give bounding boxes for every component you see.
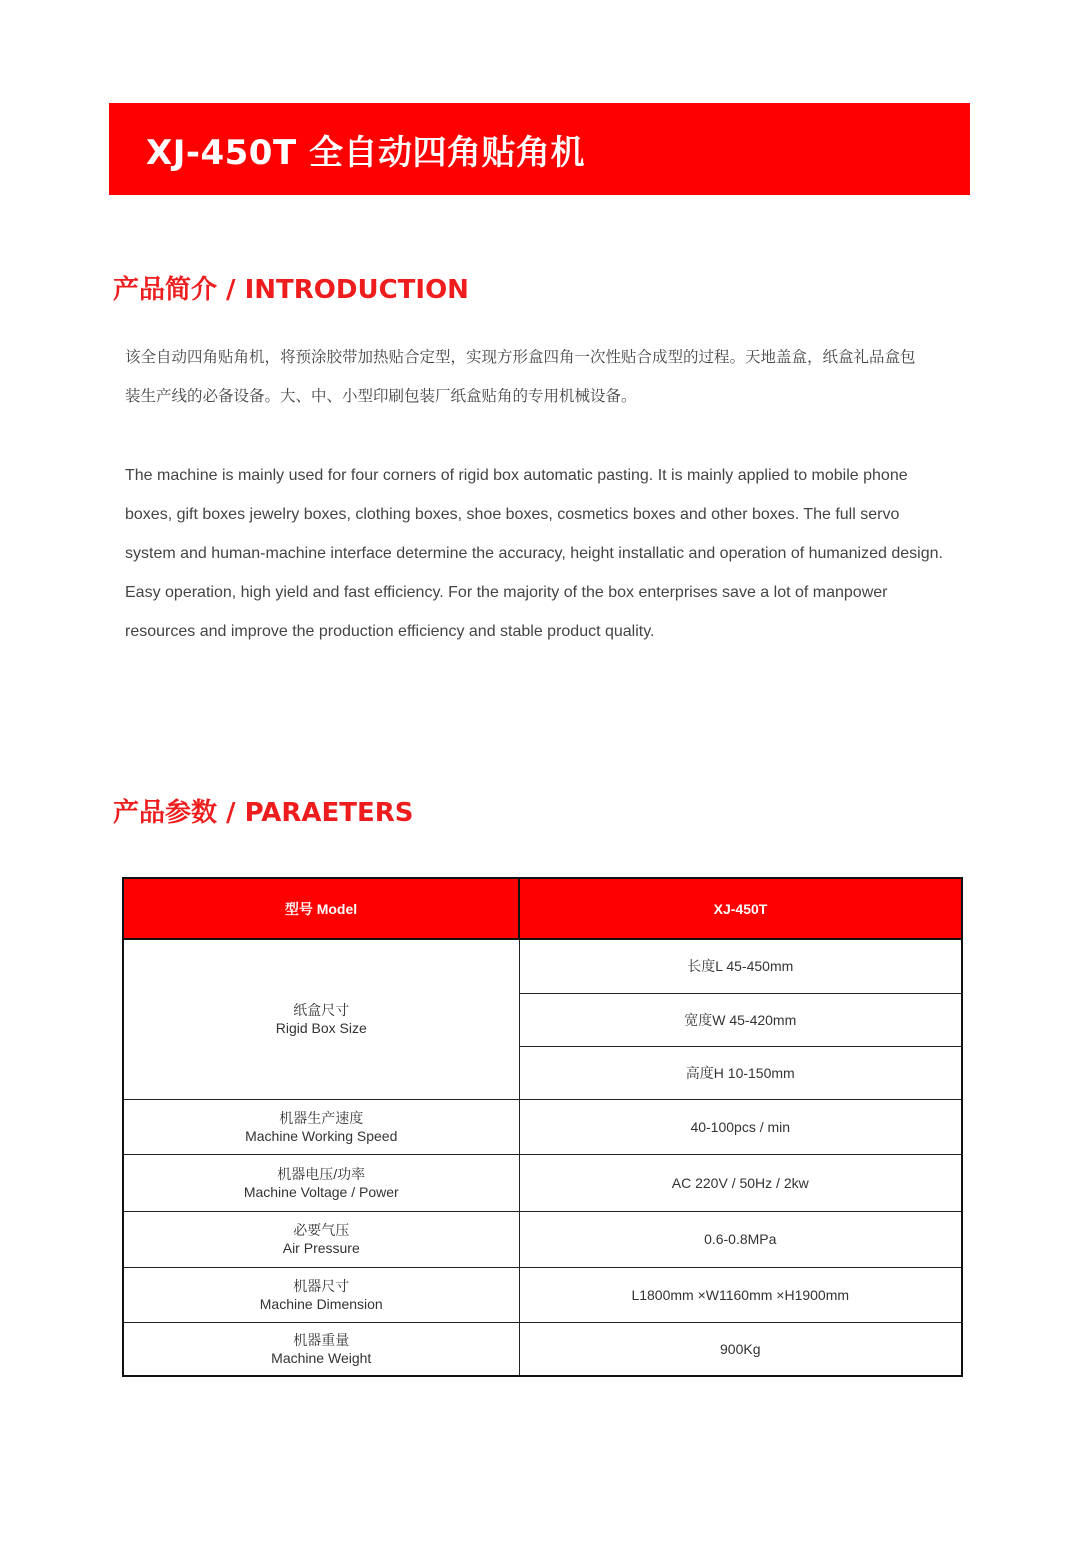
label-en: Machine Dimension [259, 1295, 383, 1312]
introduction-paragraph-cn [125, 338, 965, 416]
box-length-value: 长度L 45-450mm [519, 939, 962, 993]
header-model: 型号 Model [123, 878, 519, 939]
label-cn: 机器生产速度 [279, 1109, 364, 1126]
row-label [123, 1267, 519, 1322]
parameters-table [122, 877, 963, 1377]
label-cn: 纸盒尺寸 [293, 1002, 350, 1019]
row-label [123, 1154, 519, 1211]
row-value: 0.6-0.8MPa [519, 1211, 962, 1267]
introduction-paragraph-en [125, 456, 965, 651]
label-cn: 必要气压 [293, 1222, 350, 1238]
table-row [123, 1211, 962, 1267]
text-line: resources and improve the production efficiency and stable product quality. [125, 623, 655, 640]
text-line: system and human-machine interface determine the accuracy, height installatic and operation of humanized design. [125, 545, 943, 562]
title-banner [109, 103, 970, 195]
label-cn: 机器电压/功率 [277, 1165, 366, 1182]
table-row [123, 1267, 962, 1322]
label-cn: 机器重量 [293, 1331, 350, 1348]
row-label [123, 1322, 519, 1376]
row-value: 40-100pcs / min [519, 1099, 962, 1154]
text-line: 装生产线的必备设备。大、中、小型印刷包装厂纸盒贴角的专用机械设备。 [125, 387, 637, 405]
text-line: The machine is mainly used for four corners of rigid box automatic pasting. It is mainly applied to mobile phone [125, 467, 908, 484]
table-row [123, 1154, 962, 1211]
row-value: 900Kg [519, 1322, 962, 1376]
label-en: Machine Weight [271, 1349, 372, 1366]
text-line: 该全自动四角贴角机，将预涂胶带加热贴合定型，实现方形盒四角一次性贴合成型的过程。天地盖盒，纸盒礼品盒包 [125, 348, 916, 366]
label-en: Rigid Box Size [275, 1020, 367, 1037]
box-size-label [123, 939, 519, 1099]
table-row [123, 939, 962, 993]
introduction-heading: 产品简介 / INTRODUCTION [113, 275, 469, 305]
text-line: Easy operation, high yield and fast efficiency. For the majority of the box enterprises save a lot of manpower [125, 584, 888, 601]
page-title: XJ-450T 全自动四角贴角机 [146, 132, 585, 173]
row-value: AC 220V / 50Hz / 2kw [519, 1154, 962, 1211]
row-label [123, 1099, 519, 1154]
row-value: L1800mm ×W1160mm ×H1900mm [519, 1267, 962, 1322]
row-label [123, 1211, 519, 1267]
table-row [123, 1099, 962, 1154]
label-cn: 机器尺寸 [293, 1277, 350, 1294]
header-model-value: XJ-450T [519, 878, 962, 939]
table-row [123, 1322, 962, 1376]
parameters-heading: 产品参数 / PARAETERS [113, 798, 414, 828]
label-en: Machine Voltage / Power [243, 1183, 399, 1200]
label-en: Air Pressure [282, 1240, 360, 1256]
text-line: boxes, gift boxes jewelry boxes, clothing boxes, shoe boxes, cosmetics boxes and other boxes. The full servo [125, 506, 900, 523]
label-en: Machine Working Speed [245, 1127, 398, 1144]
table-header-row [123, 878, 962, 939]
box-width-value: 宽度W 45-420mm [519, 993, 962, 1046]
box-height-value: 高度H 10-150mm [519, 1046, 962, 1099]
